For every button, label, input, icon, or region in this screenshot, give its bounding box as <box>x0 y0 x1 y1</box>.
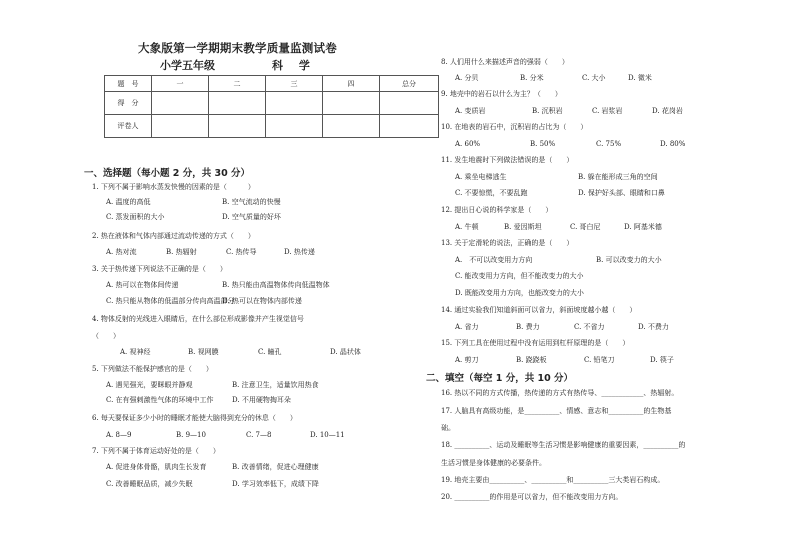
question-option: A. 遇见强光，要眯眼并静观 <box>106 381 193 389</box>
question-option: D. 微米 <box>628 74 652 82</box>
question-option: B. 爱因斯坦 <box>504 223 542 231</box>
question-stem: 2. 热在液体和气体内部通过流动传递的方式（ ） <box>92 232 255 240</box>
question-option: D. 阿基米德 <box>624 223 662 231</box>
question-stem: 1. 下列不属于影响水蒸发快慢的因素的是（ ） <box>92 183 255 191</box>
score-header: 一 <box>152 76 209 92</box>
question-option: C. 热只能从物体的低温部分传向高温部分 <box>106 297 235 305</box>
score-cell <box>323 115 380 138</box>
fill-line: 16. 热以不同的方式传播，热传递的方式有热传导、____________、热辐射。 <box>441 389 679 397</box>
score-header: 总分 <box>380 76 439 92</box>
question-option: B. 空气流动的快慢 <box>222 198 281 206</box>
question-stem: 8. 人们用什么来描述声音的强弱（ ） <box>441 58 569 66</box>
question-option: A. 热对流 <box>106 248 137 256</box>
score-cell <box>152 92 209 115</box>
score-cell <box>266 115 323 138</box>
score-header: 二 <box>209 76 266 92</box>
score-cell <box>209 92 266 115</box>
score-table <box>104 75 439 138</box>
question-option: D. 学习效率低下，成绩下降 <box>232 480 319 488</box>
question-stem: 11. 发生地震时下列做法错误的是（ ） <box>441 156 574 164</box>
question-option: D. 空气质量的好坏 <box>222 213 281 221</box>
question-option: B. 注意卫生，适量饮用热食 <box>232 381 319 389</box>
question-option: D. 不费力 <box>638 323 669 331</box>
score-cell <box>380 92 439 115</box>
fill-line: 础。 <box>441 424 455 432</box>
score-cell <box>323 92 380 115</box>
question-option: D. 10—11 <box>310 431 345 439</box>
score-header: 三 <box>266 76 323 92</box>
question-option: B. 50% <box>530 140 556 148</box>
question-stem: 12. 提出日心说的科学家是（ ） <box>441 206 553 214</box>
question-option: B. 热只能由高温物体传向低温物体 <box>222 281 330 289</box>
question-option: B. 改善情绪，促进心理健康 <box>232 463 319 471</box>
question-option: B. 跷跷板 <box>516 356 547 364</box>
question-option: C. 7—8 <box>246 431 272 439</box>
question-stem: 14. 通过实验我们知道斜面可以省力，斜面坡度越小越（ ） <box>441 306 637 314</box>
question-option: A. 8—9 <box>106 431 132 439</box>
question-option: B. 可以改变力的大小 <box>596 256 662 264</box>
question-stem: 3. 关于热传递下列说法不正确的是（ ） <box>92 265 227 273</box>
question-option: C. 75% <box>596 140 622 148</box>
question-option: C. 岩浆岩 <box>592 107 623 115</box>
question-stem: 13. 关于定滑轮的说法，正确的是（ ） <box>441 239 574 247</box>
question-option: C. 在有强刺激性气体的环境中工作 <box>106 396 214 404</box>
question-stem: 9. 地壳中的岩石以什么为主？（ ） <box>441 90 562 98</box>
question-option: A. 分贝 <box>455 74 479 82</box>
exam-title: 大象版第一学期期末教学质量监测试卷 <box>138 41 337 55</box>
question-option: A. 热可以在物体间传递 <box>106 281 179 289</box>
score-cell <box>380 115 439 138</box>
question-option: A. 乘坐电梯逃生 <box>455 173 507 181</box>
question-option: A. 牛顿 <box>455 223 479 231</box>
question-option: A. 视神经 <box>120 348 151 356</box>
score-cell <box>209 115 266 138</box>
subject-label: 科 学 <box>272 59 316 72</box>
question-option: D. 晶状体 <box>330 348 361 356</box>
question-stem: 7. 下列不属于体育运动好处的是（ ） <box>92 447 220 455</box>
question-option: B. 费力 <box>516 323 540 331</box>
score-header: 题 号 <box>105 76 152 92</box>
fill-line: 19. 地壳主要由__________、__________和__________三大类岩石构成。 <box>441 476 665 484</box>
score-header: 四 <box>323 76 380 92</box>
question-option: A. 不可以改变用力方向 <box>455 256 533 264</box>
question-option: D. 花岗岩 <box>652 107 683 115</box>
section-heading: 二、填空（每空 1 分，共 10 分） <box>426 373 574 384</box>
question-option: B. 热辐射 <box>166 248 197 256</box>
question-option: B. 沉积岩 <box>532 107 563 115</box>
question-option: C. 不省力 <box>574 323 605 331</box>
question-stem-cont: （ ） <box>92 332 120 340</box>
question-stem: 6. 每天要保证多少小时的睡眠才能使大脑得到充分的休息（ ） <box>92 414 297 422</box>
grade-label: 小学五年级 <box>160 59 215 72</box>
question-option: A. 剪刀 <box>455 356 479 364</box>
fill-line: 20. __________的作用是可以省力，但不能改变用力方向。 <box>441 493 623 501</box>
question-option: C. 热传导 <box>226 248 257 256</box>
question-option: A. 60% <box>455 140 481 148</box>
grader-row-label: 评卷人 <box>105 115 152 138</box>
question-stem: 10. 在地表的岩石中，沉积岩的占比为（ ） <box>441 123 588 131</box>
question-option: A. 温度的高低 <box>106 198 151 206</box>
question-option: B. 9—10 <box>176 431 206 439</box>
question-option: D. 热传递 <box>284 248 315 256</box>
question-stem: 4. 物体反射的光线进入眼睛后，在什么部位形成影像并产生视觉信号 <box>92 315 304 323</box>
question-option: B. 视网膜 <box>188 348 219 356</box>
question-option: A. 省力 <box>455 323 479 331</box>
question-option: C. 改善睡眠品质，减少失眠 <box>106 480 193 488</box>
question-option: C. 哥白尼 <box>570 223 601 231</box>
fill-line: 生活习惯是身体健康的必要条件。 <box>441 459 546 467</box>
question-option: C. 不要惊慌，不要乱跑 <box>455 189 528 197</box>
section-heading: 一、选择题（每小题 2 分，共 30 分） <box>84 168 251 179</box>
question-option: B. 躲在能形成三角的空间 <box>578 173 658 181</box>
fill-line: 17. 人脑具有高级功能，是__________、情感、意志和__________的生物基 <box>441 407 672 415</box>
question-option: D. 筷子 <box>650 356 674 364</box>
question-option: A. 促进身体骨骼，肌肉生长发育 <box>106 463 207 471</box>
question-option: A. 变质岩 <box>455 107 486 115</box>
question-option: C. 铅笔刀 <box>584 356 615 364</box>
question-option: D. 既能改变用力方向，也能改变力的大小 <box>455 289 584 297</box>
question-option: C. 能改变用力方向，但不能改变力的大小 <box>455 272 584 280</box>
question-option: D. 80% <box>660 140 686 148</box>
question-option: C. 蒸发面积的大小 <box>106 213 165 221</box>
question-option: B. 分米 <box>520 74 544 82</box>
question-stem: 15. 下列工具在使用过程中没有运用到杠杆原理的是（ ） <box>441 339 630 347</box>
question-option: D. 不用硬物掏耳朵 <box>232 396 291 404</box>
fill-line: 18. __________、运动及睡眠等生活习惯是影响健康的重要因素，__________的 <box>441 441 686 449</box>
question-option: D. 保护好头部、眼睛和口鼻 <box>578 189 665 197</box>
question-option: C. 大小 <box>582 74 606 82</box>
question-option: C. 瞳孔 <box>258 348 282 356</box>
score-row-label: 得 分 <box>105 92 152 115</box>
score-cell <box>152 115 209 138</box>
question-stem: 5. 下列做法不能保护感官的是（ ） <box>92 365 213 373</box>
score-cell <box>266 92 323 115</box>
question-option: D. 热可以在物体内部传递 <box>222 297 302 305</box>
